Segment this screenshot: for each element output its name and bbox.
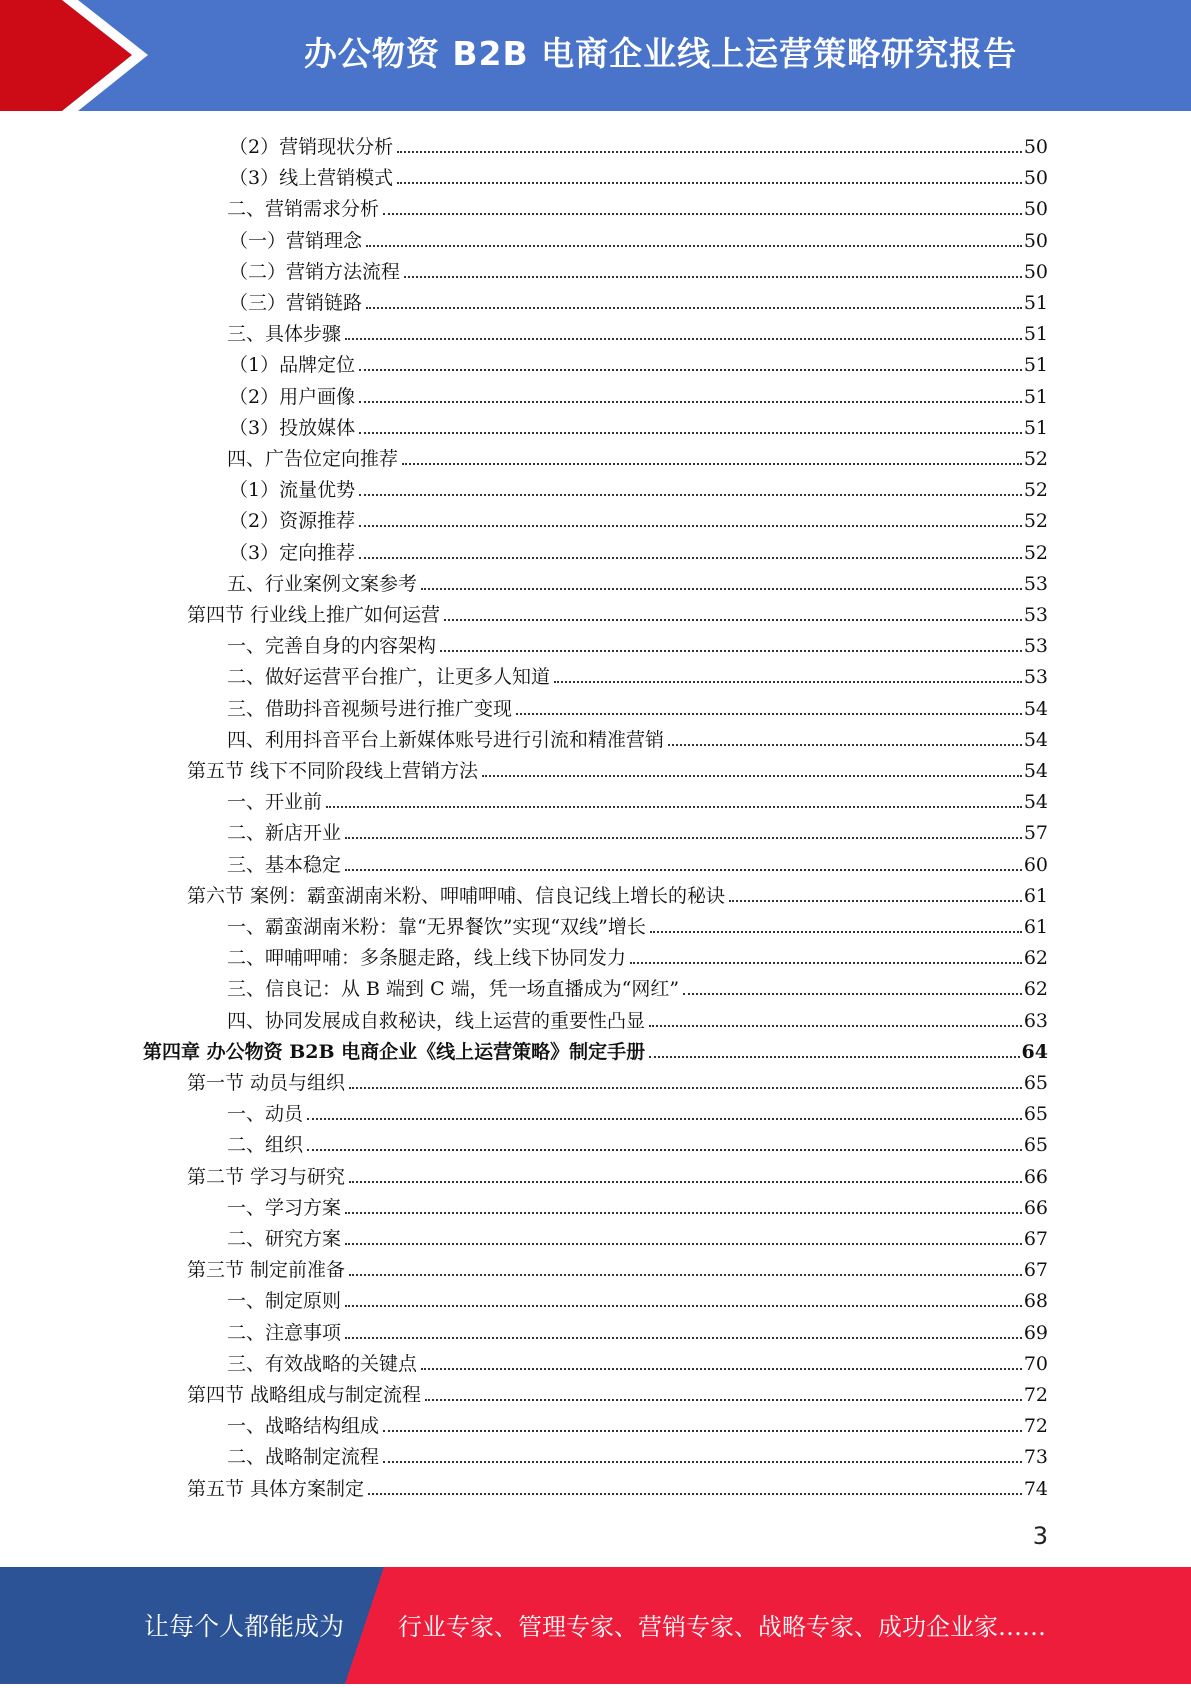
toc-entry-title: 三、基本稳定 <box>227 853 342 876</box>
toc-entry[interactable] <box>187 1470 1048 1501</box>
toc-entry-page: 64 <box>1021 1040 1048 1063</box>
toc-leader-dots <box>683 993 1022 995</box>
toc-entry[interactable] <box>229 253 1048 284</box>
toc-leader-dots <box>650 931 1022 933</box>
toc-leader-dots <box>402 463 1022 465</box>
toc-entry-page: 60 <box>1023 853 1048 876</box>
toc-entry[interactable] <box>143 1033 1048 1064</box>
toc-entry[interactable] <box>227 846 1048 877</box>
toc-entry-page: 66 <box>1023 1196 1048 1219</box>
toc-entry-title: 第二节 学习与研究 <box>187 1165 346 1188</box>
toc-entry-title: 三、信良记：从 B 端到 C 端，凭一场直播成为“网红” <box>227 978 680 1001</box>
toc-leader-dots <box>345 869 1022 871</box>
toc-entry-title: （2）用户画像 <box>229 385 356 408</box>
toc-entry-title: （三）营销链路 <box>229 292 363 314</box>
toc-entry[interactable] <box>227 315 1048 346</box>
toc-entry-page: 69 <box>1023 1321 1048 1344</box>
toc-entry[interactable] <box>187 596 1048 627</box>
toc-entry-page: 61 <box>1023 916 1048 938</box>
toc-entry-page: 51 <box>1023 385 1048 408</box>
toc-entry-page: 53 <box>1023 572 1048 595</box>
toc-entry[interactable] <box>227 690 1048 721</box>
toc-entry-title: 二、做好运营平台推广，让更多人知道 <box>227 666 551 689</box>
toc-leader-dots <box>516 713 1022 715</box>
toc-entry-title: 四、协同发展成自救秘诀，线上运营的重要性凸显 <box>227 1009 646 1032</box>
toc-entry[interactable] <box>229 128 1048 159</box>
toc-entry[interactable] <box>229 502 1048 533</box>
toc-entry-page: 63 <box>1023 1009 1048 1032</box>
toc-entry-page: 52 <box>1023 510 1048 533</box>
toc-leader-dots <box>345 1305 1022 1307</box>
toc-entry[interactable] <box>227 721 1048 752</box>
toc-entry[interactable] <box>187 752 1048 783</box>
toc-entry-title: 第三节 制定前准备 <box>187 1259 346 1282</box>
document-title: 办公物资 B2B 电商企业线上运营策略研究报告 <box>303 34 1018 73</box>
toc-leader-dots <box>345 837 1022 839</box>
toc-leader-dots <box>668 744 1022 746</box>
toc-entry-title: 一、开业前 <box>227 791 323 814</box>
toc-entry[interactable] <box>229 159 1048 190</box>
toc-entry-page: 74 <box>1023 1477 1048 1500</box>
toc-leader-dots <box>554 681 1022 683</box>
toc-entry-page: 52 <box>1023 541 1048 564</box>
toc-entry-title: 二、呷哺呷哺：多条腿走路，线上线下协同发力 <box>227 947 627 970</box>
toc-entry-page: 67 <box>1023 1228 1048 1250</box>
toc-leader-dots <box>307 1149 1022 1151</box>
toc-entry-page: 50 <box>1023 167 1048 190</box>
toc-entry[interactable] <box>227 970 1048 1001</box>
toc-leader-dots <box>326 806 1022 808</box>
toc-entry[interactable] <box>227 1407 1048 1438</box>
toc-entry-page: 65 <box>1023 1072 1048 1094</box>
toc-entry-page: 68 <box>1023 1290 1048 1313</box>
toc-entry-page: 53 <box>1023 635 1048 658</box>
toc-entry-page: 65 <box>1023 1103 1048 1126</box>
toc-entry-title: 三、借助抖音视频号进行推广变现 <box>227 697 513 720</box>
toc-entry-title: 第五节 线下不同阶段线上营销方法 <box>187 760 479 782</box>
toc-entry-title: （2）资源推荐 <box>229 510 356 533</box>
toc-entry-title: 二、新店开业 <box>227 822 342 845</box>
toc-entry-title: 一、动员 <box>227 1103 304 1126</box>
toc-entry-title: 二、研究方案 <box>227 1228 342 1250</box>
toc-entry-title: 一、学习方案 <box>227 1196 342 1219</box>
toc-entry[interactable] <box>227 908 1048 939</box>
toc-entry[interactable] <box>227 783 1048 814</box>
toc-entry-page: 70 <box>1023 1352 1048 1375</box>
toc-entry[interactable] <box>227 190 1048 221</box>
toc-entry-title: 第五节 具体方案制定 <box>187 1477 365 1500</box>
toc-entry-title: 第四节 战略组成与制定流程 <box>187 1384 422 1406</box>
toc-leader-dots <box>345 1212 1022 1214</box>
toc-entry[interactable] <box>227 1002 1048 1033</box>
toc-entry[interactable] <box>187 1064 1048 1095</box>
toc-entry[interactable] <box>227 565 1048 596</box>
footer-slogan-right: 行业专家、管理专家、营销专家、战略专家、成功企业家…… <box>398 1613 1046 1641</box>
toc-leader-dots <box>345 1243 1022 1245</box>
toc-entry-title: 三、有效战略的关键点 <box>227 1352 418 1375</box>
toc-entry-page: 54 <box>1023 791 1048 814</box>
toc-leader-dots <box>649 1025 1022 1027</box>
toc-entry-page: 72 <box>1023 1415 1048 1438</box>
toc-entry[interactable] <box>187 1158 1048 1189</box>
toc-leader-dots <box>359 525 1022 527</box>
toc-entry[interactable] <box>227 658 1048 689</box>
toc-entry-page: 50 <box>1023 229 1048 252</box>
toc-leader-dots <box>383 1461 1022 1463</box>
toc-leader-dots <box>649 1056 1019 1058</box>
toc-entry-page: 52 <box>1023 448 1048 470</box>
toc-entry[interactable] <box>229 378 1048 409</box>
toc-entry-title: （一）营销理念 <box>229 229 363 252</box>
toc-entry[interactable] <box>227 814 1048 845</box>
toc-entry-page: 51 <box>1023 323 1048 346</box>
toc-entry-title: 一、制定原则 <box>227 1290 342 1313</box>
toc-entry-title: 四、利用抖音平台上新媒体账号进行引流和精准营销 <box>227 728 665 751</box>
toc-entry[interactable] <box>229 346 1048 377</box>
toc-entry-title: （1）流量优势 <box>229 479 356 502</box>
toc-leader-dots <box>383 1430 1022 1432</box>
toc-entry-page: 54 <box>1023 760 1048 782</box>
toc-entry-page: 65 <box>1023 1134 1048 1157</box>
toc-entry[interactable] <box>229 222 1048 253</box>
toc-entry[interactable] <box>227 1314 1048 1345</box>
toc-entry-page: 54 <box>1023 697 1048 720</box>
toc-leader-dots <box>349 1274 1022 1276</box>
toc-entry-page: 50 <box>1023 198 1048 221</box>
toc-entry-page: 62 <box>1023 947 1048 970</box>
toc-entry-page: 52 <box>1023 479 1048 502</box>
toc-entry[interactable] <box>227 1282 1048 1313</box>
toc-entry[interactable] <box>227 1189 1048 1220</box>
toc-entry-title: （3）线上营销模式 <box>229 167 394 190</box>
toc-entry-page: 66 <box>1023 1165 1048 1188</box>
toc-leader-dots <box>482 775 1022 777</box>
toc-entry-page: 50 <box>1023 136 1048 158</box>
toc-entry[interactable] <box>229 534 1048 565</box>
toc-leader-dots <box>359 369 1022 371</box>
toc-entry-page: 50 <box>1023 260 1048 283</box>
toc-entry[interactable] <box>227 1095 1048 1126</box>
header-banner <box>0 0 1191 111</box>
footer-slogan-left: 让每个人都能成为 <box>144 1612 345 1641</box>
toc-entry-title: 第四节 行业线上推广如何运营 <box>187 604 441 626</box>
toc-entry[interactable] <box>227 627 1048 658</box>
toc-entry-title: （1）品牌定位 <box>229 354 356 377</box>
toc-entry-page: 61 <box>1023 884 1048 907</box>
toc-entry-title: 二、组织 <box>227 1134 304 1157</box>
toc-leader-dots <box>368 1493 1022 1495</box>
toc-leader-dots <box>421 588 1022 590</box>
toc-entry-page: 72 <box>1023 1384 1048 1406</box>
toc-leader-dots <box>425 1399 1022 1401</box>
footer-banner <box>0 1567 1191 1684</box>
toc-entry[interactable] <box>229 471 1048 502</box>
toc-entry[interactable] <box>187 1376 1048 1407</box>
toc-entry-title: 第四章 办公物资 B2B 电商企业《线上运营策略》制定手册 <box>143 1040 646 1063</box>
toc-entry-page: 53 <box>1023 666 1048 689</box>
toc-entry[interactable] <box>227 1438 1048 1469</box>
toc-entry-title: （3）定向推荐 <box>229 541 356 564</box>
toc-entry-title: 一、完善自身的内容架构 <box>227 635 437 658</box>
toc-entry-title: 二、注意事项 <box>227 1321 342 1344</box>
toc-leader-dots <box>397 151 1022 153</box>
toc-leader-dots <box>397 182 1022 184</box>
toc-entry-title: 二、战略制定流程 <box>227 1446 380 1469</box>
toc-leader-dots <box>440 650 1022 652</box>
toc-leader-dots <box>421 1368 1022 1370</box>
toc-entry[interactable] <box>227 1220 1048 1251</box>
toc-entry-page: 57 <box>1023 822 1048 845</box>
toc-entry-title: 五、行业案例文案参考 <box>227 572 418 595</box>
toc-entry-page: 62 <box>1023 978 1048 1001</box>
toc-entry-title: 一、霸蛮湖南米粉：靠“无界餐饮”实现“双线”增长 <box>227 916 646 938</box>
toc-entry-title: （3）投放媒体 <box>229 416 356 439</box>
toc-leader-dots <box>630 962 1022 964</box>
toc-entry[interactable] <box>229 409 1048 440</box>
toc-leader-dots <box>383 213 1022 215</box>
toc-entry-title: （2）营销现状分析 <box>229 136 394 158</box>
toc-leader-dots <box>359 494 1022 496</box>
toc-entry[interactable] <box>227 939 1048 970</box>
toc-entry[interactable] <box>187 1251 1048 1282</box>
toc-leader-dots <box>359 432 1022 434</box>
toc-entry-page: 73 <box>1023 1446 1048 1469</box>
toc-entry-page: 51 <box>1023 416 1048 439</box>
toc-entry-title: 第六节 案例：霸蛮湖南米粉、呷哺呷哺、信良记线上增长的秘诀 <box>187 884 726 907</box>
toc-leader-dots <box>349 1087 1022 1089</box>
toc-leader-dots <box>729 900 1022 902</box>
page-number: 3 <box>1032 1522 1048 1550</box>
toc-entry-title: 四、广告位定向推荐 <box>227 448 399 470</box>
toc-entry-page: 67 <box>1023 1259 1048 1282</box>
toc-leader-dots <box>366 307 1022 309</box>
toc-entry[interactable] <box>187 877 1048 908</box>
toc-leader-dots <box>345 1337 1022 1339</box>
toc-leader-dots <box>307 1118 1022 1120</box>
toc-leader-dots <box>345 338 1022 340</box>
toc-leader-dots <box>366 245 1022 247</box>
toc-entry[interactable] <box>227 1345 1048 1376</box>
toc-entry-title: 二、营销需求分析 <box>227 198 380 221</box>
toc-leader-dots <box>404 276 1022 278</box>
toc-entry-title: 三、具体步骤 <box>227 323 342 346</box>
toc-entry-page: 51 <box>1023 292 1048 314</box>
toc-entry-title: 第一节 动员与组织 <box>187 1072 346 1094</box>
toc-entry-title: 一、战略结构组成 <box>227 1415 380 1438</box>
toc-entry[interactable] <box>227 440 1048 471</box>
toc-entry-page: 51 <box>1023 354 1048 377</box>
toc-entry[interactable] <box>229 284 1048 315</box>
toc-entry-title: （二）营销方法流程 <box>229 260 401 283</box>
toc-leader-dots <box>359 401 1022 403</box>
toc-entry-page: 53 <box>1023 604 1048 626</box>
toc-leader-dots <box>444 619 1022 621</box>
toc-leader-dots <box>359 557 1022 559</box>
toc-entry-page: 54 <box>1023 728 1048 751</box>
toc-entry[interactable] <box>227 1126 1048 1157</box>
toc-leader-dots <box>349 1181 1022 1183</box>
